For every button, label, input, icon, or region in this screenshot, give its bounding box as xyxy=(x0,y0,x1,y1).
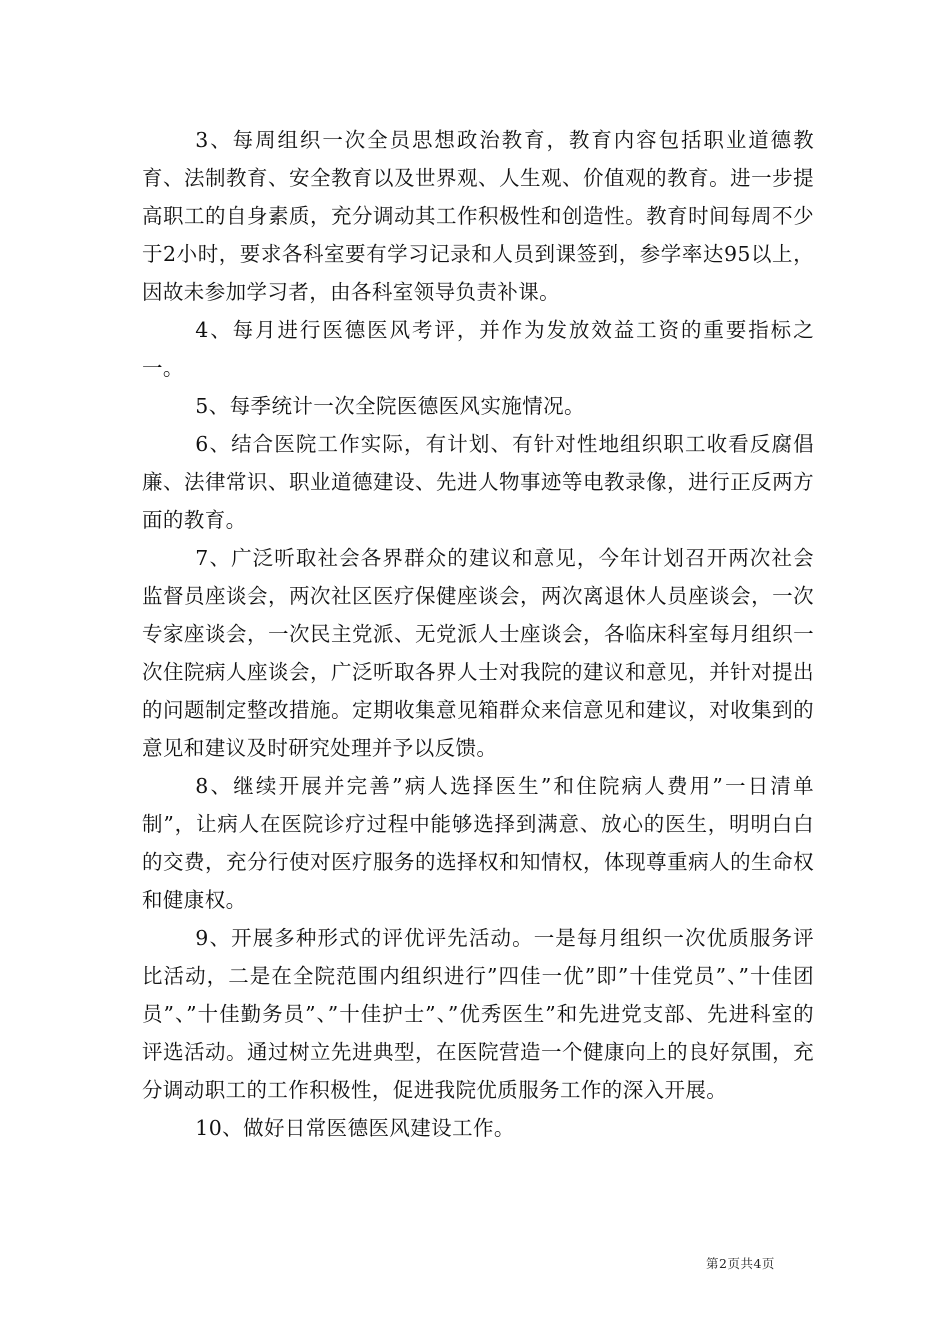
paragraph-item-10: 10、做好日常医德医风建设工作。 xyxy=(195,1116,515,1140)
paragraph-item-7: 7、广泛听取社会各界群众的建议和意见，今年计划召开两次社会监督员座谈会，两次社区医疗保健座谈会，两次离退休人员座谈会，一次专家座谈会，一次民主党派、无党派人士座谈会，各临床科室每月组织一次住院病人座谈会，广泛听取各界人士对我院的建议和意见，并针对提出的问题制定整改措施。定期收集意见箱群众来信意见和建议，对收集到的意见和建议及时研究处理并予以反馈。 xyxy=(142,546,814,760)
document-body xyxy=(142,121,814,1147)
paragraph-item-9: 9、开展多种形式的评优评先活动。一是每月组织一次优质服务评比活动，二是在全院范围内组织进行”四佳一优”即”十佳党员”、”十佳团员”、”十佳勤务员”、”十佳护士”、”优秀医生”和先进党支部、先进科室的评选活动。通过树立先进典型，在医院营造一个健康向上的良好氛围，充分调动职工的工作积极性，促进我院优质服务工作的深入开展。 xyxy=(142,926,814,1102)
paragraph-item-8: 8、继续开展并完善”病人选择医生”和住院病人费用”一日清单制”，让病人在医院诊疗过程中能够选择到满意、放心的医生，明明白白的交费，充分行使对医疗服务的选择权和知情权，体现尊重病人的生命权和健康权。 xyxy=(142,774,814,912)
paragraph-item-3: 3、每周组织一次全员思想政治教育，教育内容包括职业道德教育、法制教育、安全教育以及世界观、人生观、价值观的教育。进一步提高职工的自身素质，充分调动其工作积极性和创造性。教育时间每周不少于2小时，要求各科室要有学习记录和人员到课签到，参学率达95以上，因故未参加学习者，由各科室领导负责补课。 xyxy=(142,128,814,304)
paragraph-item-4: 4、每月进行医德医风考评，并作为发放效益工资的重要指标之一。 xyxy=(142,318,814,380)
paragraph-item-6: 6、结合医院工作实际，有计划、有针对性地组织职工收看反腐倡廉、法律常识、职业道德建设、先进人物事迹等电教录像，进行正反两方面的教育。 xyxy=(142,432,814,532)
page-number-footer: 第2页共4页 xyxy=(706,1256,775,1271)
paragraph-item-5: 5、每季统计一次全院医德医风实施情况。 xyxy=(195,394,585,418)
